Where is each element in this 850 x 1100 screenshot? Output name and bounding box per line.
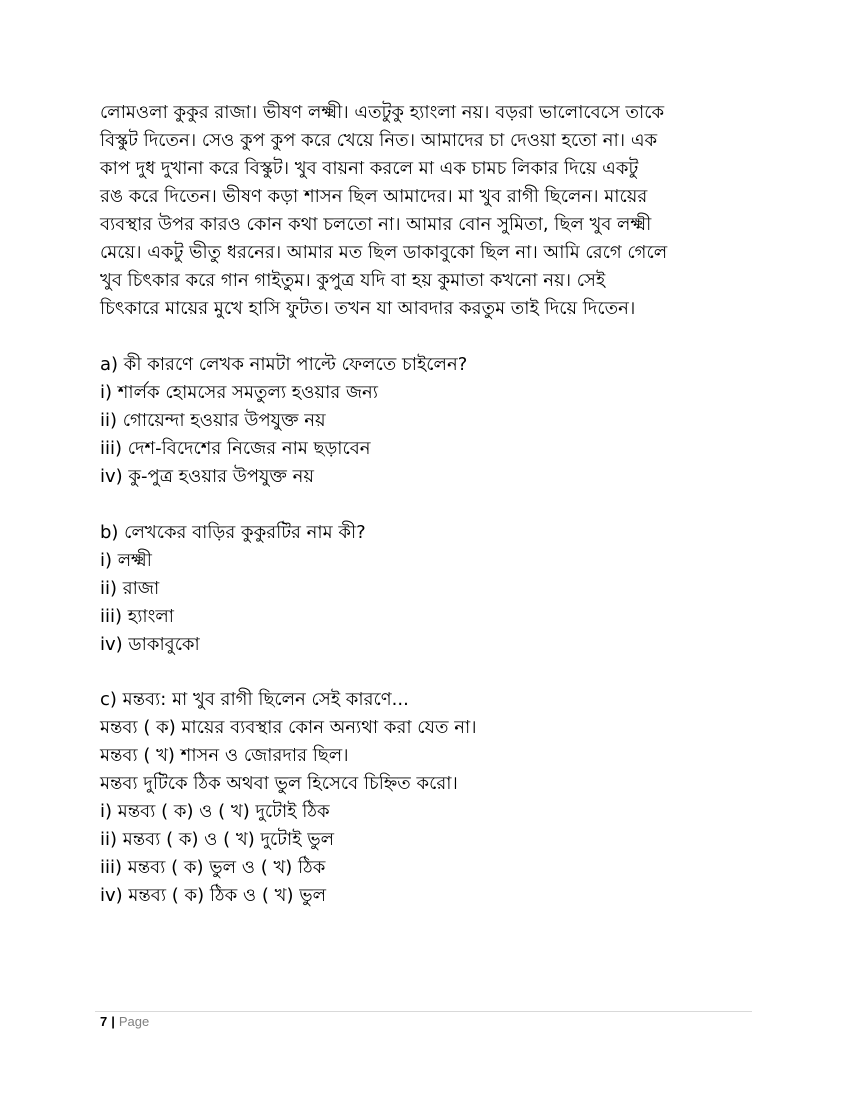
option-item: ii) রাজা [100, 578, 160, 599]
option-item: i) মন্তব্য ( ক) ও ( খ) দুটোই ঠিক [100, 801, 330, 822]
passage-line: বিস্কুট দিতেন। সেও কুপ কুপ করে খেয়ে নিত। আমাদের চা দেওয়া হতো না। এক [100, 130, 658, 151]
footer-separator: | [111, 1014, 115, 1029]
option-item: iii) হ্যাংলা [100, 606, 175, 627]
option-item: i) শার্লক হোমসের সমতুল্য হওয়ার জন্য [100, 382, 379, 403]
option-item: ii) গোয়েন্দা হওয়ার উপযুক্ত নয় [100, 410, 326, 431]
option-item: iii) দেশ-বিদেশের নিজের নাম ছড়াবেন [100, 438, 371, 459]
option-item: iii) মন্তব্য ( ক) ভুল ও ( খ) ঠিক [100, 857, 326, 878]
passage-line: লোমওলা কুকুর রাজা। ভীষণ লক্ষ্মী। এতটুকু হ্যাংলা নয়। বড়রা ভালোবেসে তাকে [100, 102, 665, 123]
statement-line: মন্তব্য ( খ) শাসন ও জোরদার ছিল। [100, 745, 349, 766]
option-item: iv) কু-পুত্র হওয়ার উপযুক্ত নয় [100, 466, 314, 487]
passage-line: রঙ করে দিতেন। ভীষণ কড়া শাসন ছিল আমাদের। মা খুব রাগী ছিলেন। মায়ের [100, 186, 648, 207]
question-text: c) মন্তব্য: মা খুব রাগী ছিলেন সেই কারণে... [100, 689, 409, 710]
option-item: iv) মন্তব্য ( ক) ঠিক ও ( খ) ভুল [100, 885, 327, 906]
option-item: ii) মন্তব্য ( ক) ও ( খ) দুটোই ভুল [100, 829, 335, 850]
page-number: 7 [100, 1014, 108, 1029]
passage-line: চিৎকারে মায়ের মুখে হাসি ফুটত। তখন যা আবদার করতুম তাই দিয়ে দিতেন। [100, 298, 636, 319]
instruction-line: মন্তব্য দুটিকে ঠিক অথবা ভুল হিসেবে চিহ্নিত করো। [100, 773, 458, 794]
passage-line: খুব চিৎকার করে গান গাইতুম। কুপুত্র যদি বা হয় কুমাতা কখনো নয়। সেই [100, 270, 606, 291]
question-b [100, 519, 760, 659]
footer-divider [95, 1011, 752, 1012]
statement-line: মন্তব্য ( ক) মায়ের ব্যবস্থার কোন অন্যথা করা যেত না। [100, 717, 477, 738]
page-label: Page [118, 1014, 150, 1029]
passage-line: কাপ দুধ দুখানা করে বিস্কুট। খুব বায়না করলে মা এক চামচ লিকার দিয়ে একটু [100, 158, 639, 179]
question-a [100, 351, 760, 491]
passage-line: মেয়ে। একটু ভীতু ধরনের। আমার মত ছিল ডাকাবুকো ছিল না। আমি রেগে গেলে [100, 242, 668, 263]
passage-line: ব্যবস্থার উপর কারও কোন কথা চলতো না। আমার বোন সুমিতা, ছিল খুব লক্ষ্মী [100, 214, 652, 235]
option-item: iv) ডাকাবুকো [100, 634, 200, 655]
passage-paragraph [100, 99, 760, 323]
question-c [100, 686, 760, 910]
question-text: b) লেখকের বাড়ির কুকুরটির নাম কী? [100, 522, 366, 543]
page-footer [100, 1014, 149, 1029]
question-text: a) কী কারণে লেখক নামটা পাল্টে ফেলতে চাইলেন? [100, 354, 468, 375]
option-item: i) লক্ষ্মী [100, 550, 152, 571]
